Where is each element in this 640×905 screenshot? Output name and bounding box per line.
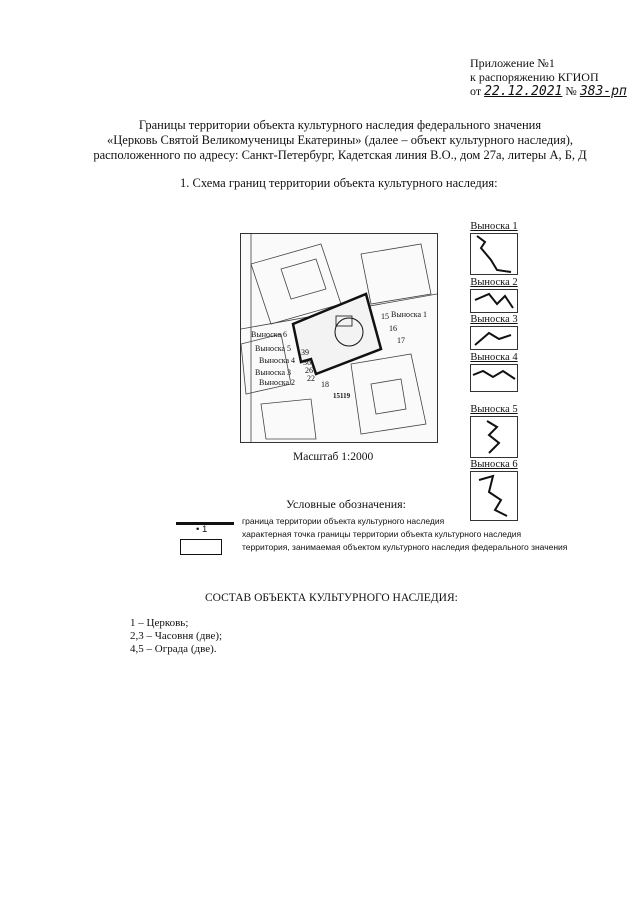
composition-item: 1 – Церковь; [130, 617, 189, 629]
title-line3: расположенного по адресу: Санкт-Петербург, Кадетская линия В.О., дом 27а, литеры А, Б, Д [93, 148, 587, 162]
map-point-36: 36 [303, 358, 311, 367]
appendix-line3 [470, 84, 627, 99]
map-point-16: 16 [389, 324, 397, 333]
composition-item: 2,3 – Часовня (две); [130, 630, 223, 642]
map-callout-2: Выноска 2 [259, 378, 296, 387]
composition-title: СОСТАВ ОБЪЕКТА КУЛЬТУРНОГО НАСЛЕДИЯ: [205, 592, 458, 604]
map-scale: Масштаб 1:2000 [293, 451, 374, 463]
inset-4-drawing [471, 365, 517, 391]
map-point-15: 15 [381, 312, 389, 321]
appendix-line1: Приложение №1 [470, 56, 555, 70]
boundary-map [240, 233, 438, 443]
order-number: 383-рп [579, 84, 627, 99]
inset-4 [470, 364, 518, 392]
document-title [60, 118, 620, 163]
legend-point-marker: • 1 [196, 524, 208, 535]
inset-1 [470, 233, 518, 275]
legend-item-1: граница территории объекта культурного наследия [242, 516, 445, 526]
legend-title: Условные обозначения: [286, 497, 407, 511]
inset-6-drawing [471, 472, 517, 520]
cadastral-number: 15119 [333, 392, 351, 400]
inset-6 [470, 471, 518, 521]
inset-label-1: Выноска 1 [470, 221, 518, 232]
map-callout-1: Выноска 1 [391, 310, 428, 319]
composition-list [130, 617, 222, 656]
map-callout-5: Выноска 5 [255, 344, 292, 353]
inset-3-drawing [471, 327, 517, 349]
inset-label-5: Выноска 5 [470, 404, 518, 415]
inset-2-drawing [471, 290, 517, 312]
map-point-39: 39 [301, 348, 309, 357]
map-point-17: 17 [397, 336, 405, 345]
inset-2 [470, 289, 518, 313]
map-callout-6: Выноска 6 [251, 330, 288, 339]
map-point-26: 26 [305, 366, 313, 375]
inset-3 [470, 326, 518, 350]
number-sign: № [565, 84, 577, 98]
legend-territory-box [180, 539, 222, 555]
order-date: 22.12.2021 [484, 84, 563, 99]
inset-label-6: Выноска 6 [470, 459, 518, 470]
composition-item: 4,5 – Ограда (две). [130, 643, 217, 655]
inset-1-drawing [471, 234, 517, 274]
map-callout-4: Выноска 4 [259, 356, 296, 365]
map-point-18: 18 [321, 380, 329, 389]
schema-heading: 1. Схема границ территории объекта культурного наследия: [180, 176, 498, 190]
inset-5 [470, 416, 518, 458]
map-callout-3: Выноска 3 [255, 368, 292, 377]
appendix-header [470, 56, 627, 99]
inset-label-2: Выноска 2 [470, 277, 518, 288]
inset-5-drawing [471, 417, 517, 457]
legend-item-3: территория, занимаемая объектом культурного наследия федерального значения [242, 542, 568, 552]
title-line2: «Церковь Святой Великомученицы Екатерины» (далее – объект культурного наследия), [107, 133, 573, 147]
legend-item-2: характерная точка границы территории объекта культурного наследия [242, 529, 522, 539]
inset-label-3: Выноска 3 [470, 314, 518, 325]
appendix-line2: к распоряжению КГИОП [470, 70, 599, 84]
inset-label-4: Выноска 4 [470, 352, 518, 363]
map-point-22: 22 [307, 374, 315, 383]
title-line1: Границы территории объекта культурного наследия федерального значения [138, 118, 542, 132]
appendix-from: от [470, 84, 482, 98]
